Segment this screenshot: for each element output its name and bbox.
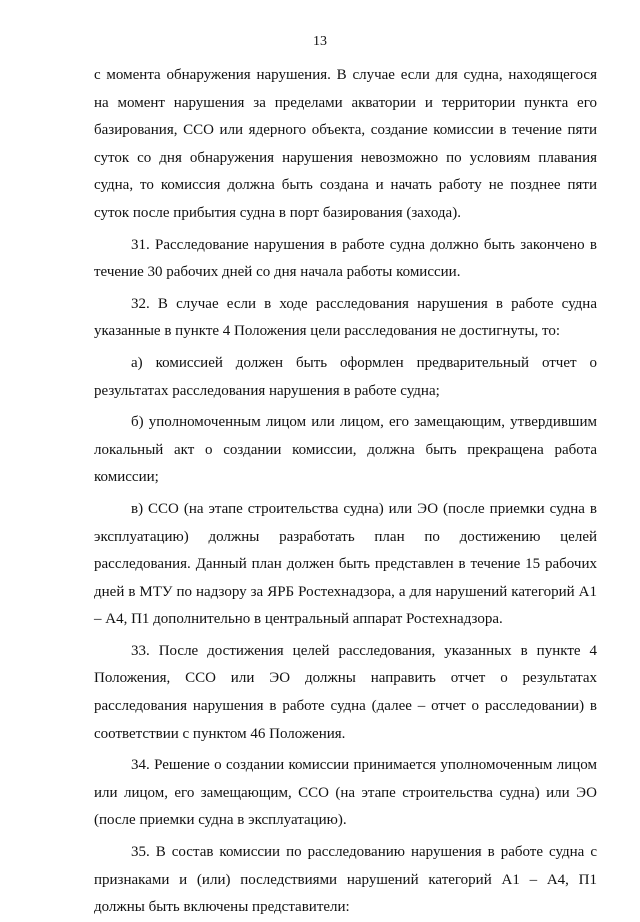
body-text bbox=[94, 62, 597, 922]
paragraph-32-a: а) комиссией должен быть оформлен предварительный отчет о результатах расследования нарушения в работе судна; bbox=[94, 354, 597, 399]
page-number: 13 bbox=[313, 34, 327, 49]
paragraph-32: 32. В случае если в ходе расследования нарушения в работе судна указанные в пункте 4 Положения цели расследования не достигнуты, то: bbox=[94, 295, 597, 340]
paragraph-34: 34. Решение о создании комиссии принимается уполномоченным лицом или лицом, его замещающим, ССО (на этапе строительства судна) или ЭО (после приемки судна в эксплуатацию). bbox=[94, 757, 597, 829]
paragraph-33: 33. После достижения целей расследования, указанных в пункте 4 Положения, ССО или ЭО должны направить отчет о результатах расследования нарушения в работе судна (далее – отчет о расследовании) в соответствии с пунктом 46 Положения. bbox=[94, 642, 597, 742]
paragraph-continuation: с момента обнаружения нарушения. В случае если для судна, находящегося на момент нарушения за пределами акватории и территории пункта его базирования, ССО или ядерного объекта, создание комиссии в течение пяти суток со дня обнаружения нарушения невозможно по условиям плавания судна, то комиссия должна быть создана и начать работу не позднее пяти суток после прибытия судна в порт базирования (захода). bbox=[94, 67, 597, 221]
paragraph-35: 35. В состав комиссии по расследованию нарушения в работе судна с признаками и (или) последствиями нарушений категорий А1 – А4, П1 должны быть включены представители: bbox=[94, 844, 597, 916]
paragraph-32-b: б) уполномоченным лицом или лицом, его замещающим, утвердившим локальный акт о создании комиссии, должна быть прекращена работа комиссии; bbox=[94, 414, 597, 486]
paragraph-31: 31. Расследование нарушения в работе судна должно быть закончено в течение 30 рабочих дней со дня начала работы комиссии. bbox=[94, 236, 597, 281]
paragraph-32-c: в) ССО (на этапе строительства судна) или ЭО (после приемки судна в эксплуатацию) должны разработать план по достижению целей расследования. Данный план должен быть представлен в течение 15 рабочих дней в МТУ по надзору за ЯРБ Ростехнадзора, а для нарушений категорий А1 – А4, П1 дополнительно в центральный аппарат Ростехнадзора. bbox=[94, 500, 597, 628]
